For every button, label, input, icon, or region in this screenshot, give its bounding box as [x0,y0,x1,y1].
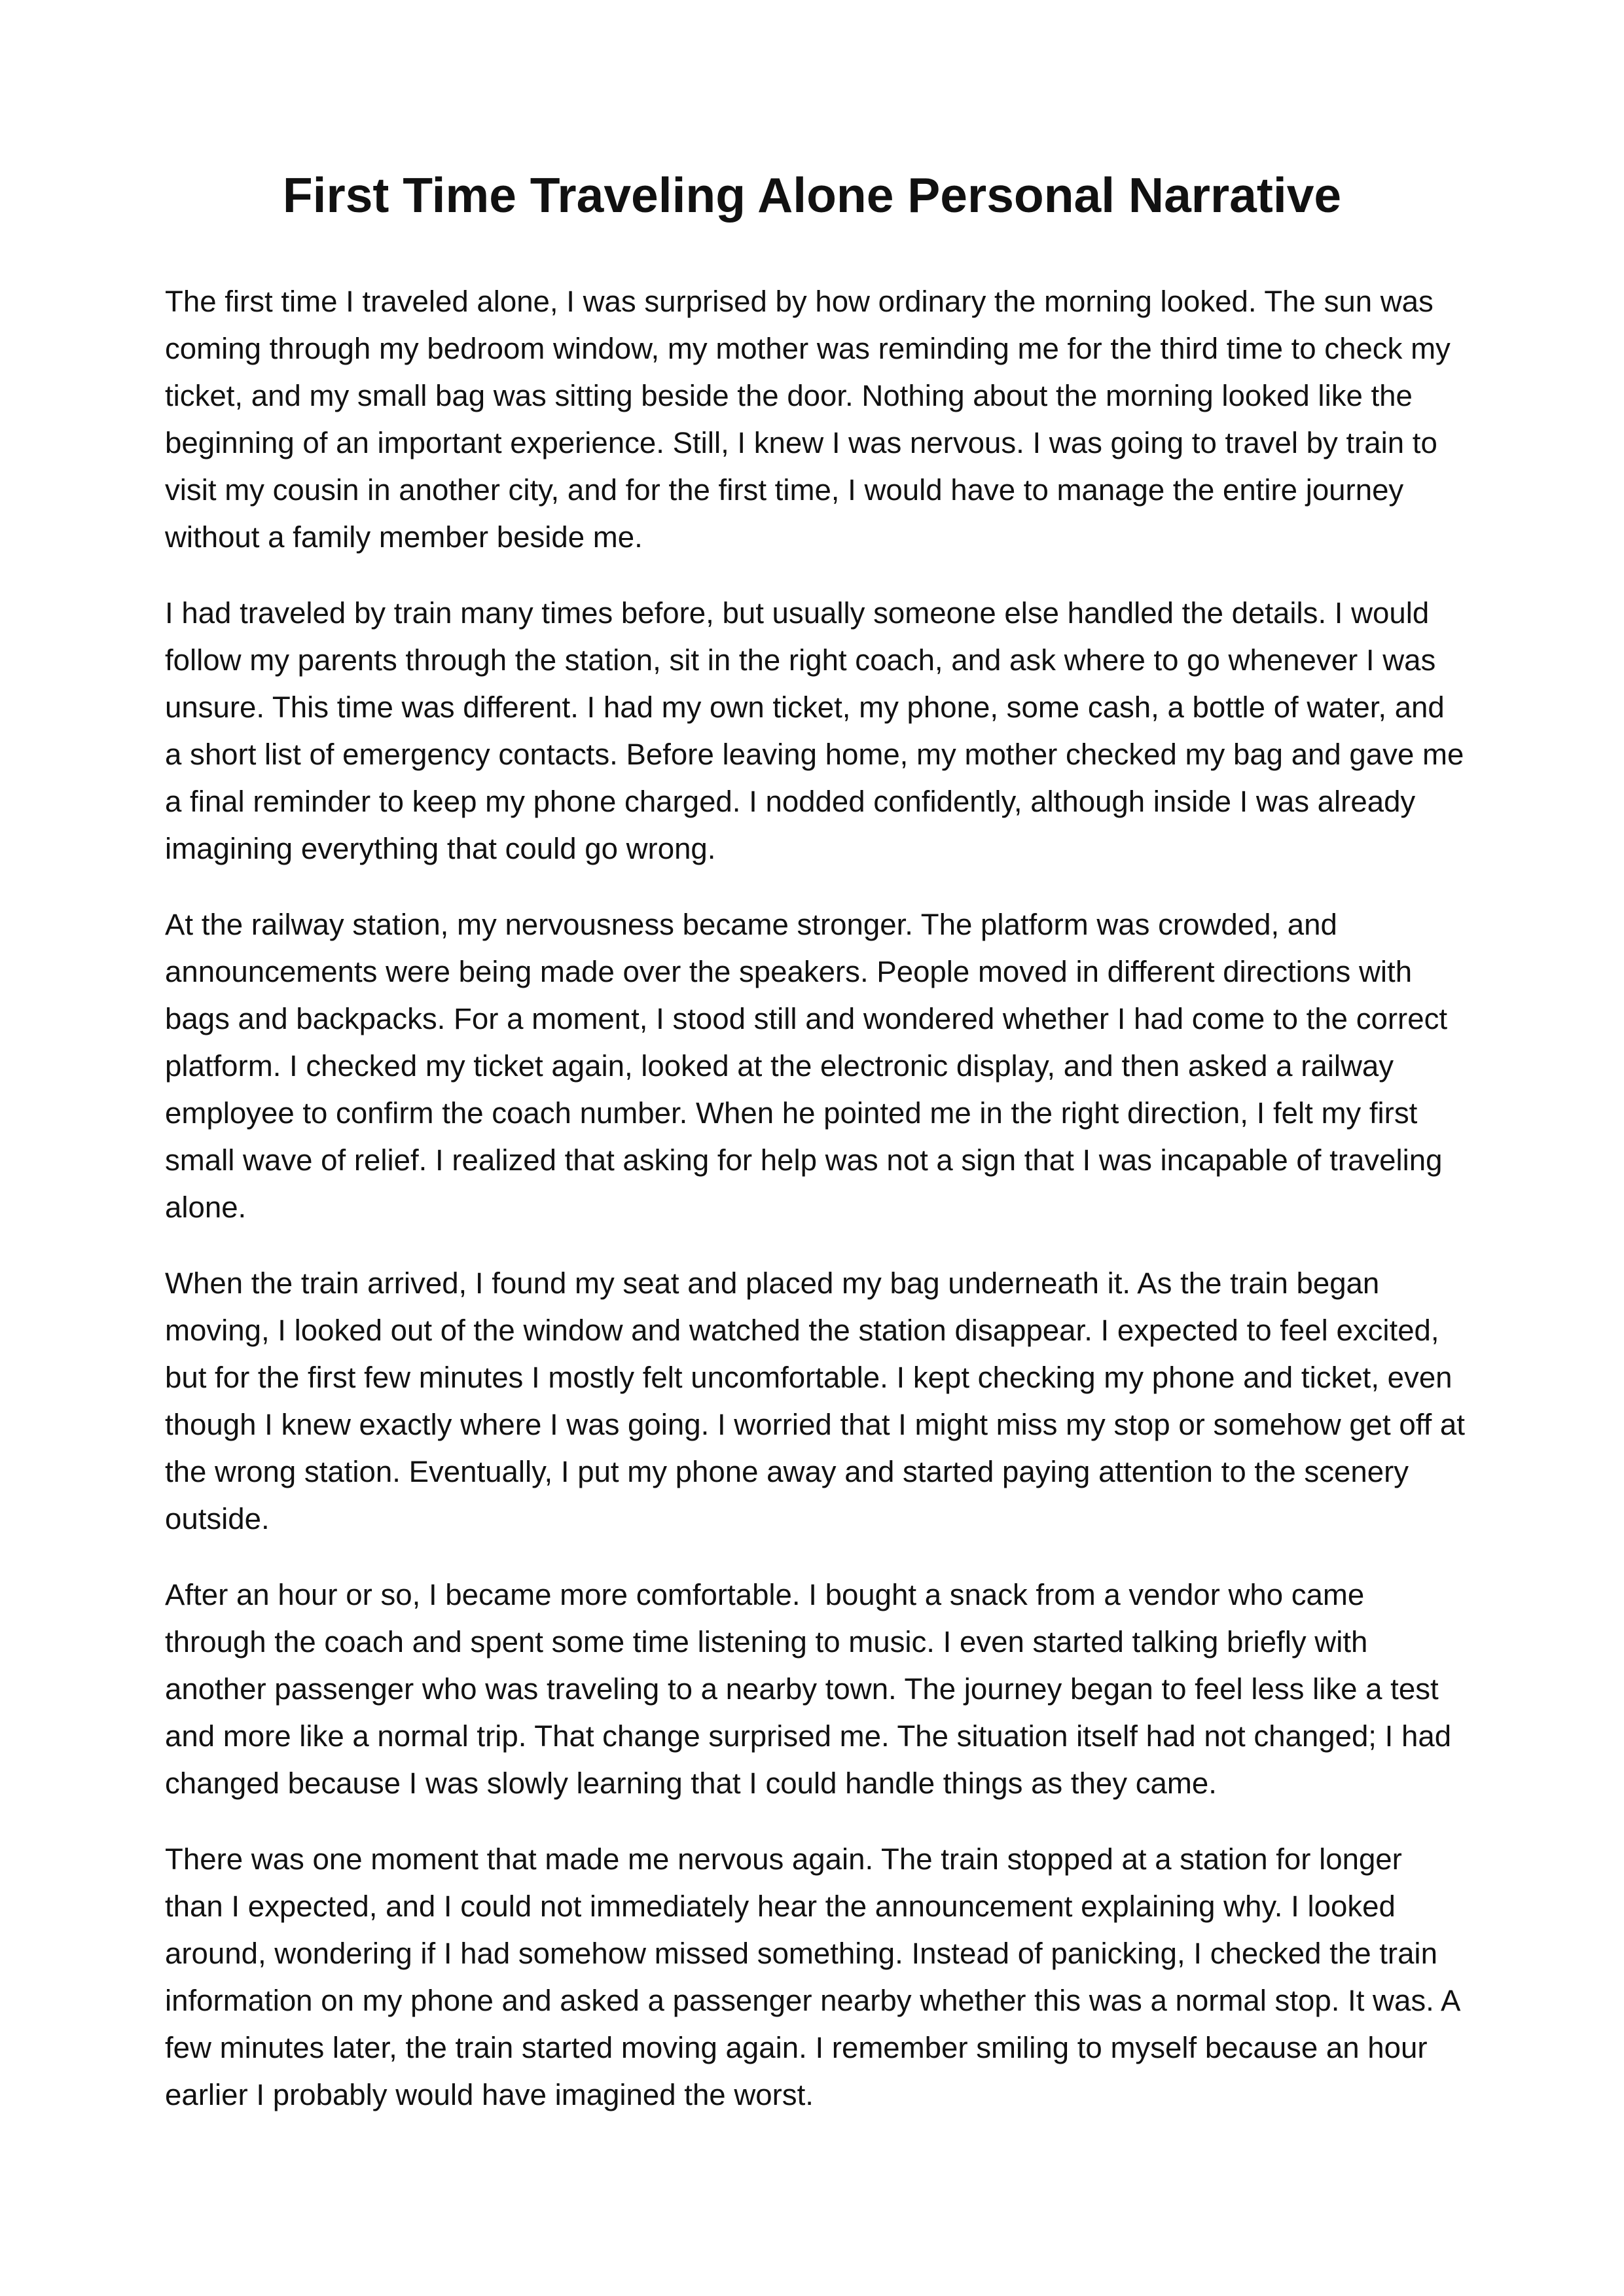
document-title: First Time Traveling Alone Personal Narrative [282,168,1342,223]
document-body [165,278,1468,2147]
paragraph-2: I had traveled by train many times before, but usually someone else handled the details. I would follow my parents through the station, sit in the right coach, and ask where to go whenever I was unsure. This time was different. I had my own ticket, my phone, some cash, a bottle of water, and a short list of emergency contacts. Before leaving home, my mother checked my bag and gave me a final reminder to keep my phone charged. I nodded confidently, although inside I was already imagining everything that could go wrong. [165,596,1464,865]
paragraph-5: After an hour or so, I became more comfortable. I bought a snack from a vendor who came through the coach and spent some time listening to music. I even started talking briefly with another passenger who was traveling to a nearby town. The journey began to feel less like a test and more like a normal trip. That change surprised me. The situation itself had not changed; I had changed because I was slowly learning that I could handle things as they came. [165,1578,1452,1800]
paragraph-1: The first time I traveled alone, I was surprised by how ordinary the morning looked. The sun was coming through my bedroom window, my mother was reminding me for the third time to check my ticket, and my small bag was sitting beside the door. Nothing about the morning looked like the beginning of an important experience. Still, I knew I was nervous. I was going to travel by train to visit my cousin in another city, and for the first time, I would have to manage the entire journey without a family member beside me. [165,285,1451,554]
paragraph-4: When the train arrived, I found my seat and placed my bag underneath it. As the train began moving, I looked out of the window and watched the station disappear. I expected to feel excited, but for the first few minutes I mostly felt uncomfortable. I kept checking my phone and ticket, even though I knew exactly where I was going. I worried that I might miss my stop or somehow get off at the wrong station. Eventually, I put my phone away and started paying attention to the scenery outside. [165,1266,1465,1535]
paragraph-6: There was one moment that made me nervous again. The train stopped at a station for longer than I expected, and I could not immediately hear the announcement explaining why. I looked around, wondering if I had somehow missed something. Instead of panicking, I checked the train information on my phone and asked a passenger nearby whether this was a normal stop. It was. A few minutes later, the train started moving again. I remember smiling to myself because an hour earlier I probably would have imagined the worst. [165,1842,1459,2111]
paragraph-3: At the railway station, my nervousness became stronger. The platform was crowded, and announcements were being made over the speakers. People moved in different directions with bags and backpacks. For a moment, I stood still and wondered whether I had come to the correct platform. I checked my ticket again, looked at the electronic display, and then asked a railway employee to confirm the coach number. When he pointed me in the right direction, I felt my first small wave of relief. I realized that asking for help was not a sign that I was incapable of traveling alone. [165,908,1448,1224]
